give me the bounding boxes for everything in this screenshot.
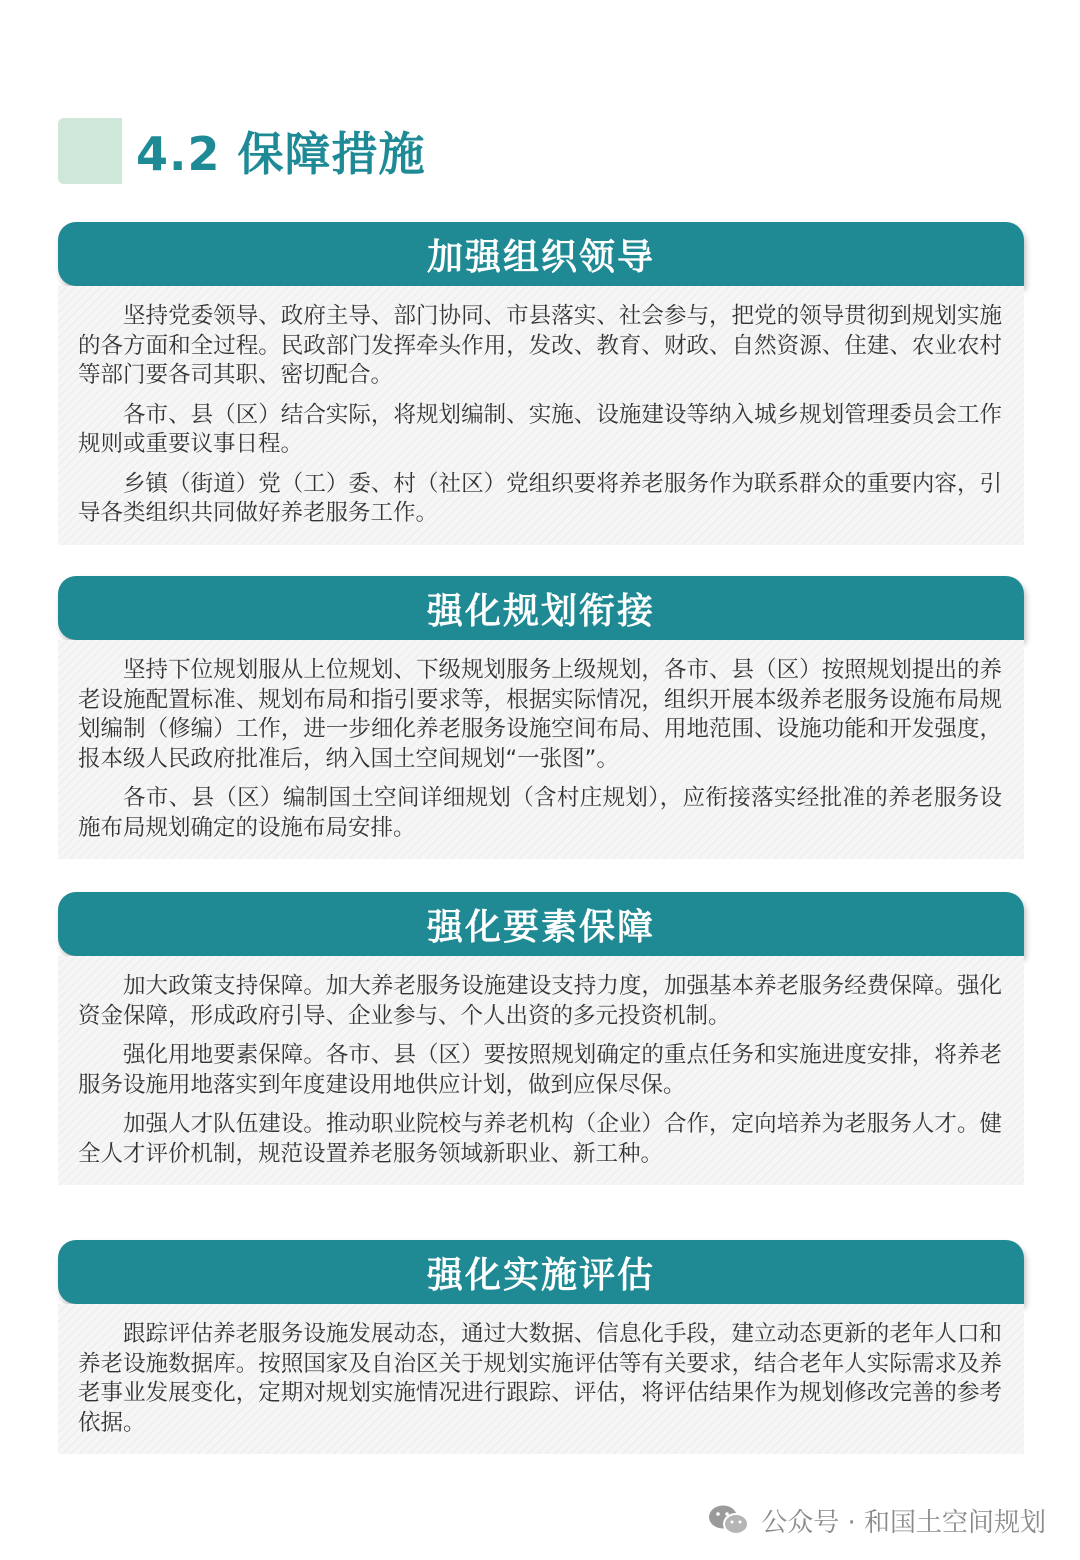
section-title: 加强组织领导: [426, 236, 655, 278]
section-title: 强化实施评估: [426, 1254, 655, 1296]
section-body: [58, 1304, 1024, 1454]
wechat-icon: [707, 1503, 751, 1537]
paragraph: 强化用地要素保障。各市、县（区）要按照规划确定的重点任务和实施进度安排，将养老服务设施用地落实到年度建设用地供应计划，做到应保尽保。: [78, 1042, 1002, 1098]
section-title-bar: [58, 1240, 1024, 1304]
footer-watermark: [707, 1500, 1046, 1540]
section-body: [58, 956, 1024, 1185]
section-body: [58, 640, 1024, 859]
page-title: 4.2 保障措施: [136, 127, 426, 181]
paragraph: 各市、县（区）编制国土空间详细规划（含村庄规划），应衔接落实经批准的养老服务设施布局规划确定的设施布局安排。: [78, 785, 1002, 841]
section-organization-leadership: [58, 222, 1024, 545]
section-title: 强化规划衔接: [426, 590, 655, 632]
section-planning-connection: [58, 576, 1024, 859]
section-title: 强化要素保障: [426, 906, 655, 948]
paragraph: 坚持党委领导、政府主导、部门协同、市县落实、社会参与，把党的领导贯彻到规划实施的各方面和全过程。民政部门发挥牵头作用，发改、教育、财政、自然资源、住建、农业农村等部门要各司其职、密切配合。: [78, 303, 1002, 388]
section-factor-guarantee: [58, 892, 1024, 1185]
section-title-bar: [58, 576, 1024, 640]
paragraph: 跟踪评估养老服务设施发展动态，通过大数据、信息化手段，建立动态更新的老年人口和养老设施数据库。按照国家及自治区关于规划实施评估等有关要求，结合老年人实际需求及养老事业发展变化，定期对规划实施情况进行跟踪、评估，将评估结果作为规划修改完善的参考依据。: [78, 1321, 1002, 1436]
paragraph: 坚持下位规划服从上位规划、下级规划服务上级规划，各市、县（区）按照规划提出的养老设施配置标准、规划布局和指引要求等，根据实际情况，组织开展本级养老服务设施布局规划编制（修编）工作，进一步细化养老服务设施空间布局、用地范围、设施功能和开发强度，报本级人民政府批准后，纳入国土空间规划“一张图”。: [78, 657, 1002, 772]
paragraph: 加强人才队伍建设。推动职业院校与养老机构（企业）合作，定向培养为老服务人才。健全人才评价机制，规范设置养老服务领域新职业、新工种。: [78, 1111, 1002, 1167]
section-body: [58, 286, 1024, 545]
page-heading: [58, 118, 426, 184]
section-title-bar: [58, 892, 1024, 956]
heading-accent-block: [58, 118, 122, 184]
footer-text: 公众号 · 和国土空间规划: [761, 1507, 1046, 1538]
section-implementation-evaluation: [58, 1240, 1024, 1454]
paragraph: 加大政策支持保障。加大养老服务设施建设支持力度，加强基本养老服务经费保障。强化资金保障，形成政府引导、企业参与、个人出资的多元投资机制。: [78, 973, 1002, 1029]
paragraph: 乡镇（街道）党（工）委、村（社区）党组织要将养老服务作为联系群众的重要内容，引导各类组织共同做好养老服务工作。: [78, 470, 1002, 526]
section-title-bar: [58, 222, 1024, 286]
paragraph: 各市、县（区）结合实际，将规划编制、实施、设施建设等纳入城乡规划管理委员会工作规则或重要议事日程。: [78, 401, 1002, 457]
